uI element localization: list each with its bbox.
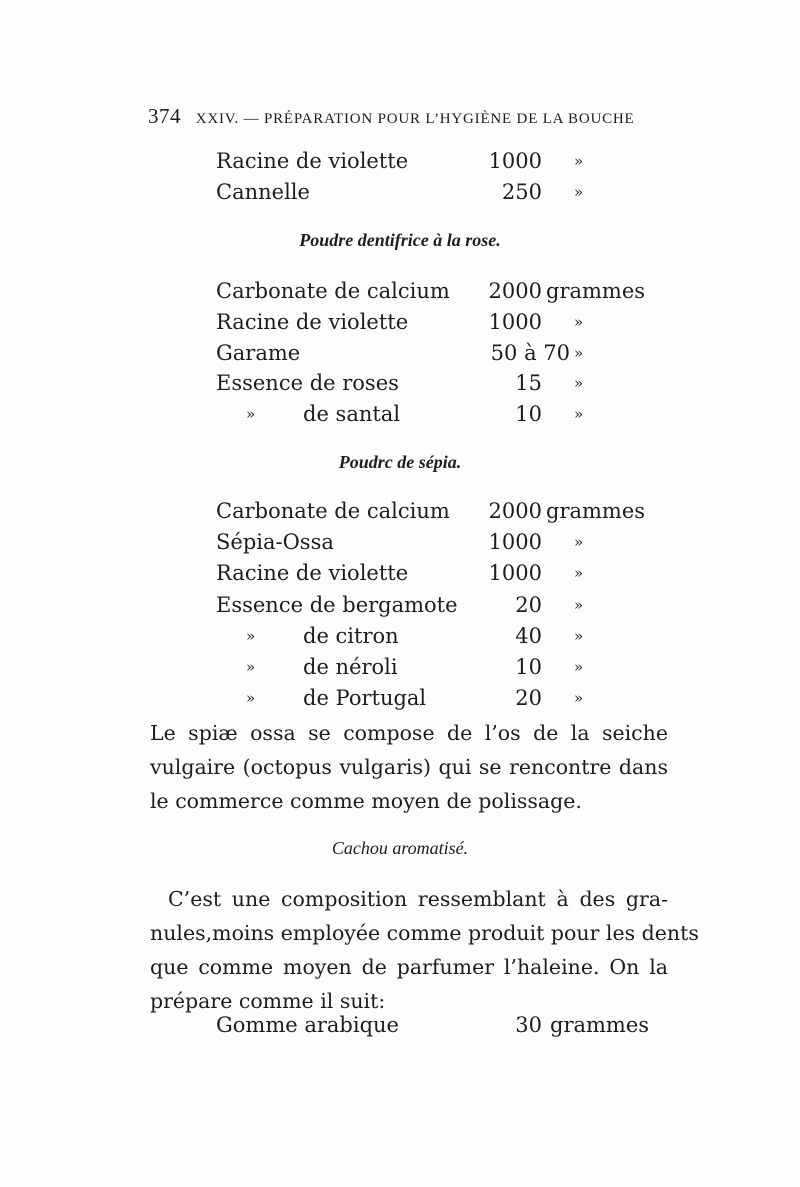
recipe-heading: Poudrc de sépia.	[338, 452, 462, 472]
ingredient-quantity: 20	[515, 593, 542, 617]
recipe-heading: Cachou aromatisé.	[331, 838, 469, 858]
ditto-mark: »	[246, 405, 256, 423]
ingredient-row	[0, 558, 800, 588]
ditto-mark: »	[246, 658, 256, 676]
ingredient-row	[0, 652, 800, 682]
ditto-mark: »	[574, 313, 584, 331]
ingredient-row	[0, 338, 800, 368]
ditto-mark: »	[574, 344, 584, 362]
ingredient-name: Garame	[216, 341, 301, 365]
ingredient-unit: grammes	[550, 1013, 650, 1037]
ingredient-row	[0, 590, 800, 620]
recipe-heading: Poudre dentifrice à la rose.	[299, 230, 501, 250]
ingredient-name: de Portugal	[303, 686, 427, 710]
ingredient-quantity: 2000	[488, 499, 542, 523]
ingredient-name: de néroli	[303, 655, 398, 679]
ingredient-quantity: 20	[515, 686, 542, 710]
ditto-mark: »	[574, 627, 584, 645]
ingredient-quantity: 50 à 70	[490, 341, 570, 365]
ingredient-quantity: 10	[515, 402, 542, 426]
ditto-mark: »	[246, 689, 256, 707]
ingredient-row	[0, 276, 800, 306]
ingredient-row	[0, 683, 800, 713]
body-paragraph	[150, 882, 699, 1018]
ingredient-row	[0, 496, 800, 526]
page-number: 374	[148, 104, 181, 128]
body-paragraph	[150, 716, 668, 818]
ingredient-name: Carbonate de calcium	[216, 279, 450, 303]
ingredient-quantity: 40	[515, 624, 542, 648]
ingredient-quantity: 250	[501, 180, 542, 204]
ingredient-row	[0, 1010, 800, 1040]
ditto-mark: »	[574, 658, 584, 676]
ditto-mark: »	[574, 152, 584, 170]
ingredient-quantity: 1000	[488, 530, 542, 554]
ingredient-unit: grammes	[546, 279, 646, 303]
paragraph-line: Le spiæ ossa se compose de l’os de la seiche	[150, 721, 668, 745]
ditto-mark: »	[246, 627, 256, 645]
ingredient-quantity: 1000	[488, 310, 542, 334]
ingredient-quantity: 1000	[488, 149, 542, 173]
ingredient-row	[0, 177, 800, 207]
paragraph-line: vulgaire (octopus vulgaris) qui se rencontre dans	[150, 755, 668, 779]
ditto-mark: »	[574, 689, 584, 707]
ingredient-quantity: 2000	[488, 279, 542, 303]
ditto-mark: »	[574, 374, 584, 392]
ingredient-quantity: 1000	[488, 561, 542, 585]
paragraph-line: le commerce comme moyen de polissage.	[150, 789, 582, 813]
ingredient-name: Essence de roses	[216, 371, 399, 395]
ditto-mark: »	[574, 405, 584, 423]
paragraph-line: prépare comme il suit:	[150, 989, 386, 1013]
ingredient-name: Gomme arabique	[216, 1013, 399, 1037]
ingredient-row	[0, 146, 800, 176]
ingredient-name: de santal	[303, 402, 401, 426]
ingredient-name: Sépia-Ossa	[216, 530, 334, 554]
running-header	[148, 104, 668, 129]
ditto-mark: »	[574, 183, 584, 201]
ditto-mark: »	[574, 564, 584, 582]
paragraph-line: C’est une composition ressemblant à des gra-	[168, 887, 668, 911]
ingredient-name: de citron	[303, 624, 399, 648]
ingredient-name: Carbonate de calcium	[216, 499, 450, 523]
ditto-mark: »	[574, 596, 584, 614]
ingredient-name: Cannelle	[216, 180, 310, 204]
ingredient-name: Racine de violette	[216, 561, 409, 585]
chapter-title: XXIV. — PRÉPARATION POUR L’HYGIÈNE DE LA BOUCHE	[195, 111, 635, 127]
ingredient-row	[0, 368, 800, 398]
paragraph-line: nules,moins employée comme produit pour les dents	[150, 921, 699, 945]
ingredient-quantity: 10	[515, 655, 542, 679]
ingredient-row	[0, 621, 800, 651]
ingredient-quantity: 30	[515, 1013, 542, 1037]
ingredient-unit: grammes	[546, 499, 646, 523]
ingredient-row	[0, 399, 800, 429]
ingredient-name: Essence de bergamote	[216, 593, 458, 617]
ingredient-row	[0, 527, 800, 557]
ingredient-row	[0, 307, 800, 337]
ingredient-name: Racine de violette	[216, 149, 409, 173]
paragraph-line: que comme moyen de parfumer l’haleine. On la	[150, 955, 668, 979]
ingredient-quantity: 15	[515, 371, 542, 395]
ingredient-name: Racine de violette	[216, 310, 409, 334]
ditto-mark: »	[574, 533, 584, 551]
